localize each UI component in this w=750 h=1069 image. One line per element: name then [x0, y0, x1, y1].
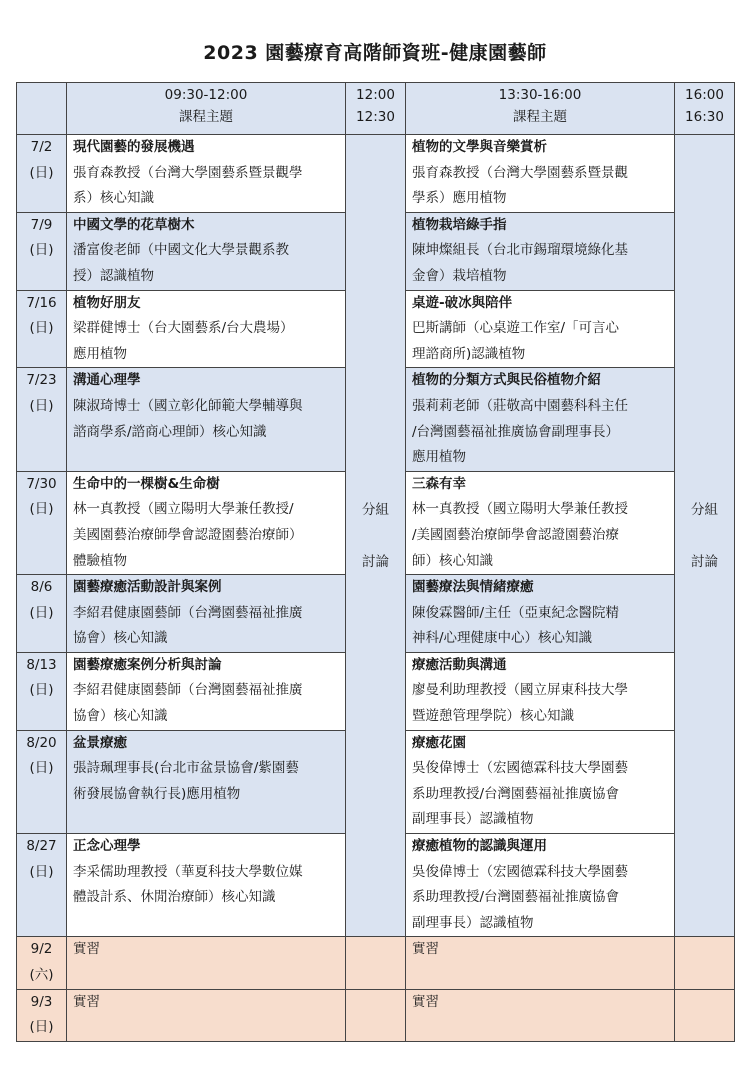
morning-course-cell: [67, 135, 346, 213]
course-title: 療癒植物的認識與運用: [412, 838, 547, 855]
day-label: (日): [29, 164, 54, 181]
discussion-label-1: 分組: [362, 501, 389, 518]
course-detail: 吳俊偉博士（宏國德霖科技大學園藝: [412, 863, 628, 880]
course-detail: 李紹君健康園藝師（台灣園藝福祉推廣: [73, 682, 303, 699]
date-cell: [17, 834, 67, 937]
break2-empty-cell: [675, 989, 735, 1041]
day-label: (日): [29, 863, 54, 880]
practice-label: 實習: [412, 993, 439, 1010]
discussion-gap: [675, 523, 734, 549]
course-detail: 潘富俊老師（中國文化大學景觀系教: [73, 242, 289, 259]
discussion-label-2: 討論: [691, 553, 718, 570]
morning-practice-cell: [67, 937, 346, 989]
day-label: (日): [29, 682, 54, 699]
practice-row: [17, 937, 735, 989]
morning-course-cell: [67, 368, 346, 471]
course-detail: 林一真教授（國立陽明大學兼任教授/: [73, 501, 294, 518]
course-title: 園藝療法與情緒療癒: [412, 579, 534, 596]
morning-course-cell: [67, 575, 346, 653]
afternoon-course-cell: [406, 652, 675, 730]
discussion-cell-2: [675, 135, 735, 937]
course-detail: 張詩珮理事長(台北市盆景協會/紫園藝: [73, 760, 299, 777]
course-detail: 學系）應用植物: [412, 190, 507, 207]
course-detail: 體設計系、休閒治療師）核心知識: [73, 889, 276, 906]
course-detail: 授）認識植物: [73, 267, 154, 284]
course-title: 療癒花園: [412, 734, 466, 751]
header-break1: [346, 83, 406, 135]
break2-start: 16:00: [685, 87, 724, 103]
course-detail: 陳淑琦博士（國立彰化師範大學輔導與: [73, 397, 303, 414]
afternoon-course-cell: [406, 290, 675, 368]
course-detail: 系助理教授/台灣園藝福祉推廣協會: [412, 785, 620, 802]
date-label: 9/2: [30, 941, 53, 958]
course-detail: 理諮商所)認識植物: [412, 345, 526, 362]
date-cell: [17, 368, 67, 471]
date-cell: [17, 652, 67, 730]
date-label: 8/27: [26, 838, 57, 855]
day-label: (日): [29, 242, 54, 259]
date-cell: [17, 471, 67, 574]
morning-topic-label: 課程主題: [179, 109, 233, 125]
morning-course-cell: [67, 652, 346, 730]
course-detail: 副理事長）認識植物: [412, 811, 534, 828]
date-cell: [17, 290, 67, 368]
morning-course-cell: [67, 730, 346, 833]
date-label: 8/13: [26, 656, 57, 673]
morning-course-cell: [67, 471, 346, 574]
practice-row: [17, 989, 735, 1041]
course-title: 園藝療癒案例分析與討論: [73, 656, 222, 673]
course-detail: 李紹君健康園藝師（台灣園藝福祉推廣: [73, 604, 303, 621]
day-label: (日): [29, 1019, 54, 1036]
discussion-label-2: 討論: [362, 553, 389, 570]
header-break2: [675, 83, 735, 135]
afternoon-course-cell: [406, 471, 675, 574]
course-detail: 副理事長）認識植物: [412, 914, 534, 931]
schedule-table: [16, 82, 735, 1042]
course-detail: 協會）核心知識: [73, 708, 168, 725]
morning-time: 09:30-12:00: [164, 87, 248, 103]
course-title: 植物好朋友: [73, 294, 141, 311]
date-cell: [17, 730, 67, 833]
afternoon-course-cell: [406, 212, 675, 290]
date-cell: [17, 135, 67, 213]
date-label: 7/30: [26, 475, 57, 492]
course-detail: /美國園藝治療師學會認證園藝治療: [412, 526, 620, 543]
course-detail: 張育森教授（台灣大學園藝系暨景觀: [412, 164, 628, 181]
course-detail: 術發展協會執行長)應用植物: [73, 785, 241, 802]
afternoon-course-cell: [406, 135, 675, 213]
course-detail: 廖曼利助理教授（國立屏東科技大學: [412, 682, 628, 699]
course-detail: 體驗植物: [73, 552, 127, 569]
date-cell: [17, 937, 67, 989]
morning-practice-cell: [67, 989, 346, 1041]
break2-end: 16:30: [685, 109, 724, 125]
discussion-gap: [346, 523, 405, 549]
course-detail: 神科/心理健康中心）核心知識: [412, 630, 593, 647]
date-label: 7/2: [30, 139, 53, 155]
course-detail: 系）核心知識: [73, 190, 154, 207]
date-cell: [17, 989, 67, 1041]
morning-course-cell: [67, 290, 346, 368]
practice-label: 實習: [73, 941, 100, 958]
course-detail: 協會）核心知識: [73, 630, 168, 647]
course-title: 植物的文學與音樂賞析: [412, 139, 547, 155]
date-label: 9/3: [30, 993, 53, 1010]
course-title: 現代園藝的發展機遇: [73, 139, 195, 155]
day-label: (日): [29, 604, 54, 621]
day-label: (六): [29, 967, 54, 983]
day-label: (日): [29, 760, 54, 777]
afternoon-practice-cell: [406, 989, 675, 1041]
afternoon-course-cell: [406, 834, 675, 937]
course-title: 植物的分類方式與民俗植物介紹: [412, 372, 601, 389]
course-title: 溝通心理學: [73, 372, 141, 389]
morning-course-cell: [67, 212, 346, 290]
course-detail: /台灣園藝福祉推廣協會副理事長）: [412, 423, 620, 440]
afternoon-course-cell: [406, 368, 675, 471]
schedule-row: [17, 135, 735, 213]
afternoon-topic-label: 課程主題: [513, 109, 567, 125]
day-label: (日): [29, 397, 54, 414]
course-title: 正念心理學: [73, 838, 141, 855]
course-title: 植物栽培綠手指: [412, 216, 507, 233]
afternoon-practice-cell: [406, 937, 675, 989]
header-afternoon: [406, 83, 675, 135]
course-title: 園藝療癒活動設計與案例: [73, 579, 222, 596]
course-title: 盆景療癒: [73, 734, 127, 751]
course-detail: 陳坤燦組長（台北市錫瑠環境綠化基: [412, 242, 628, 259]
practice-label: 實習: [73, 993, 100, 1010]
header-date-cell: [17, 83, 67, 135]
afternoon-time: 13:30-16:00: [498, 87, 582, 103]
day-label: (日): [29, 320, 54, 337]
date-label: 7/9: [30, 216, 53, 233]
course-detail: 吳俊偉博士（宏國德霖科技大學園藝: [412, 760, 628, 777]
course-detail: 巴斯講師（心桌遊工作室/「可言心: [412, 320, 620, 337]
course-detail: 張育森教授（台灣大學園藝系暨景觀學: [73, 164, 303, 181]
break1-start: 12:00: [356, 87, 395, 103]
course-detail: 李采儒助理教授（華夏科技大學數位媒: [73, 863, 303, 880]
day-label: (日): [29, 501, 54, 518]
date-label: 8/20: [26, 734, 57, 751]
practice-label: 實習: [412, 941, 439, 958]
header-row: [17, 83, 735, 135]
course-detail: 林一真教授（國立陽明大學兼任教授: [412, 501, 628, 518]
date-cell: [17, 575, 67, 653]
break1-end: 12:30: [356, 109, 395, 125]
course-detail: 應用植物: [412, 449, 466, 466]
course-detail: 暨遊憩管理學院）核心知識: [412, 708, 574, 725]
course-detail: 諮商學系/諮商心理師）核心知識: [73, 423, 267, 440]
afternoon-course-cell: [406, 575, 675, 653]
course-title: 三森有幸: [412, 475, 466, 492]
course-detail: 美國園藝治療師學會認證園藝治療師）: [73, 526, 303, 543]
course-detail: 張莉莉老師（莊敬高中園藝科科主任: [412, 397, 628, 414]
discussion-cell-1: [346, 135, 406, 937]
discussion-label-1: 分組: [691, 501, 718, 518]
break1-empty-cell: [346, 937, 406, 989]
break2-empty-cell: [675, 937, 735, 989]
page-title: 2023 園藝療育高階師資班-健康園藝師: [203, 42, 547, 64]
break1-empty-cell: [346, 989, 406, 1041]
course-title: 療癒活動與溝通: [412, 656, 507, 673]
course-detail: 梁群健博士（台大園藝系/台大農場）: [73, 320, 294, 337]
afternoon-course-cell: [406, 730, 675, 833]
date-label: 7/23: [26, 372, 57, 389]
header-morning: [67, 83, 346, 135]
date-label: 8/6: [30, 579, 53, 596]
course-detail: 師）核心知識: [412, 552, 493, 569]
course-detail: 金會）栽培植物: [412, 267, 507, 284]
course-detail: 系助理教授/台灣園藝福祉推廣協會: [412, 889, 620, 906]
course-detail: 應用植物: [73, 345, 127, 362]
morning-course-cell: [67, 834, 346, 937]
course-title: 中國文學的花草樹木: [73, 216, 195, 233]
course-title: 桌遊-破冰與陪伴: [412, 294, 513, 311]
date-cell: [17, 212, 67, 290]
course-title: 生命中的一棵樹&生命樹: [73, 475, 220, 492]
course-detail: 陳俊霖醫師/主任（亞東紀念醫院精: [412, 604, 620, 621]
date-label: 7/16: [26, 294, 57, 311]
